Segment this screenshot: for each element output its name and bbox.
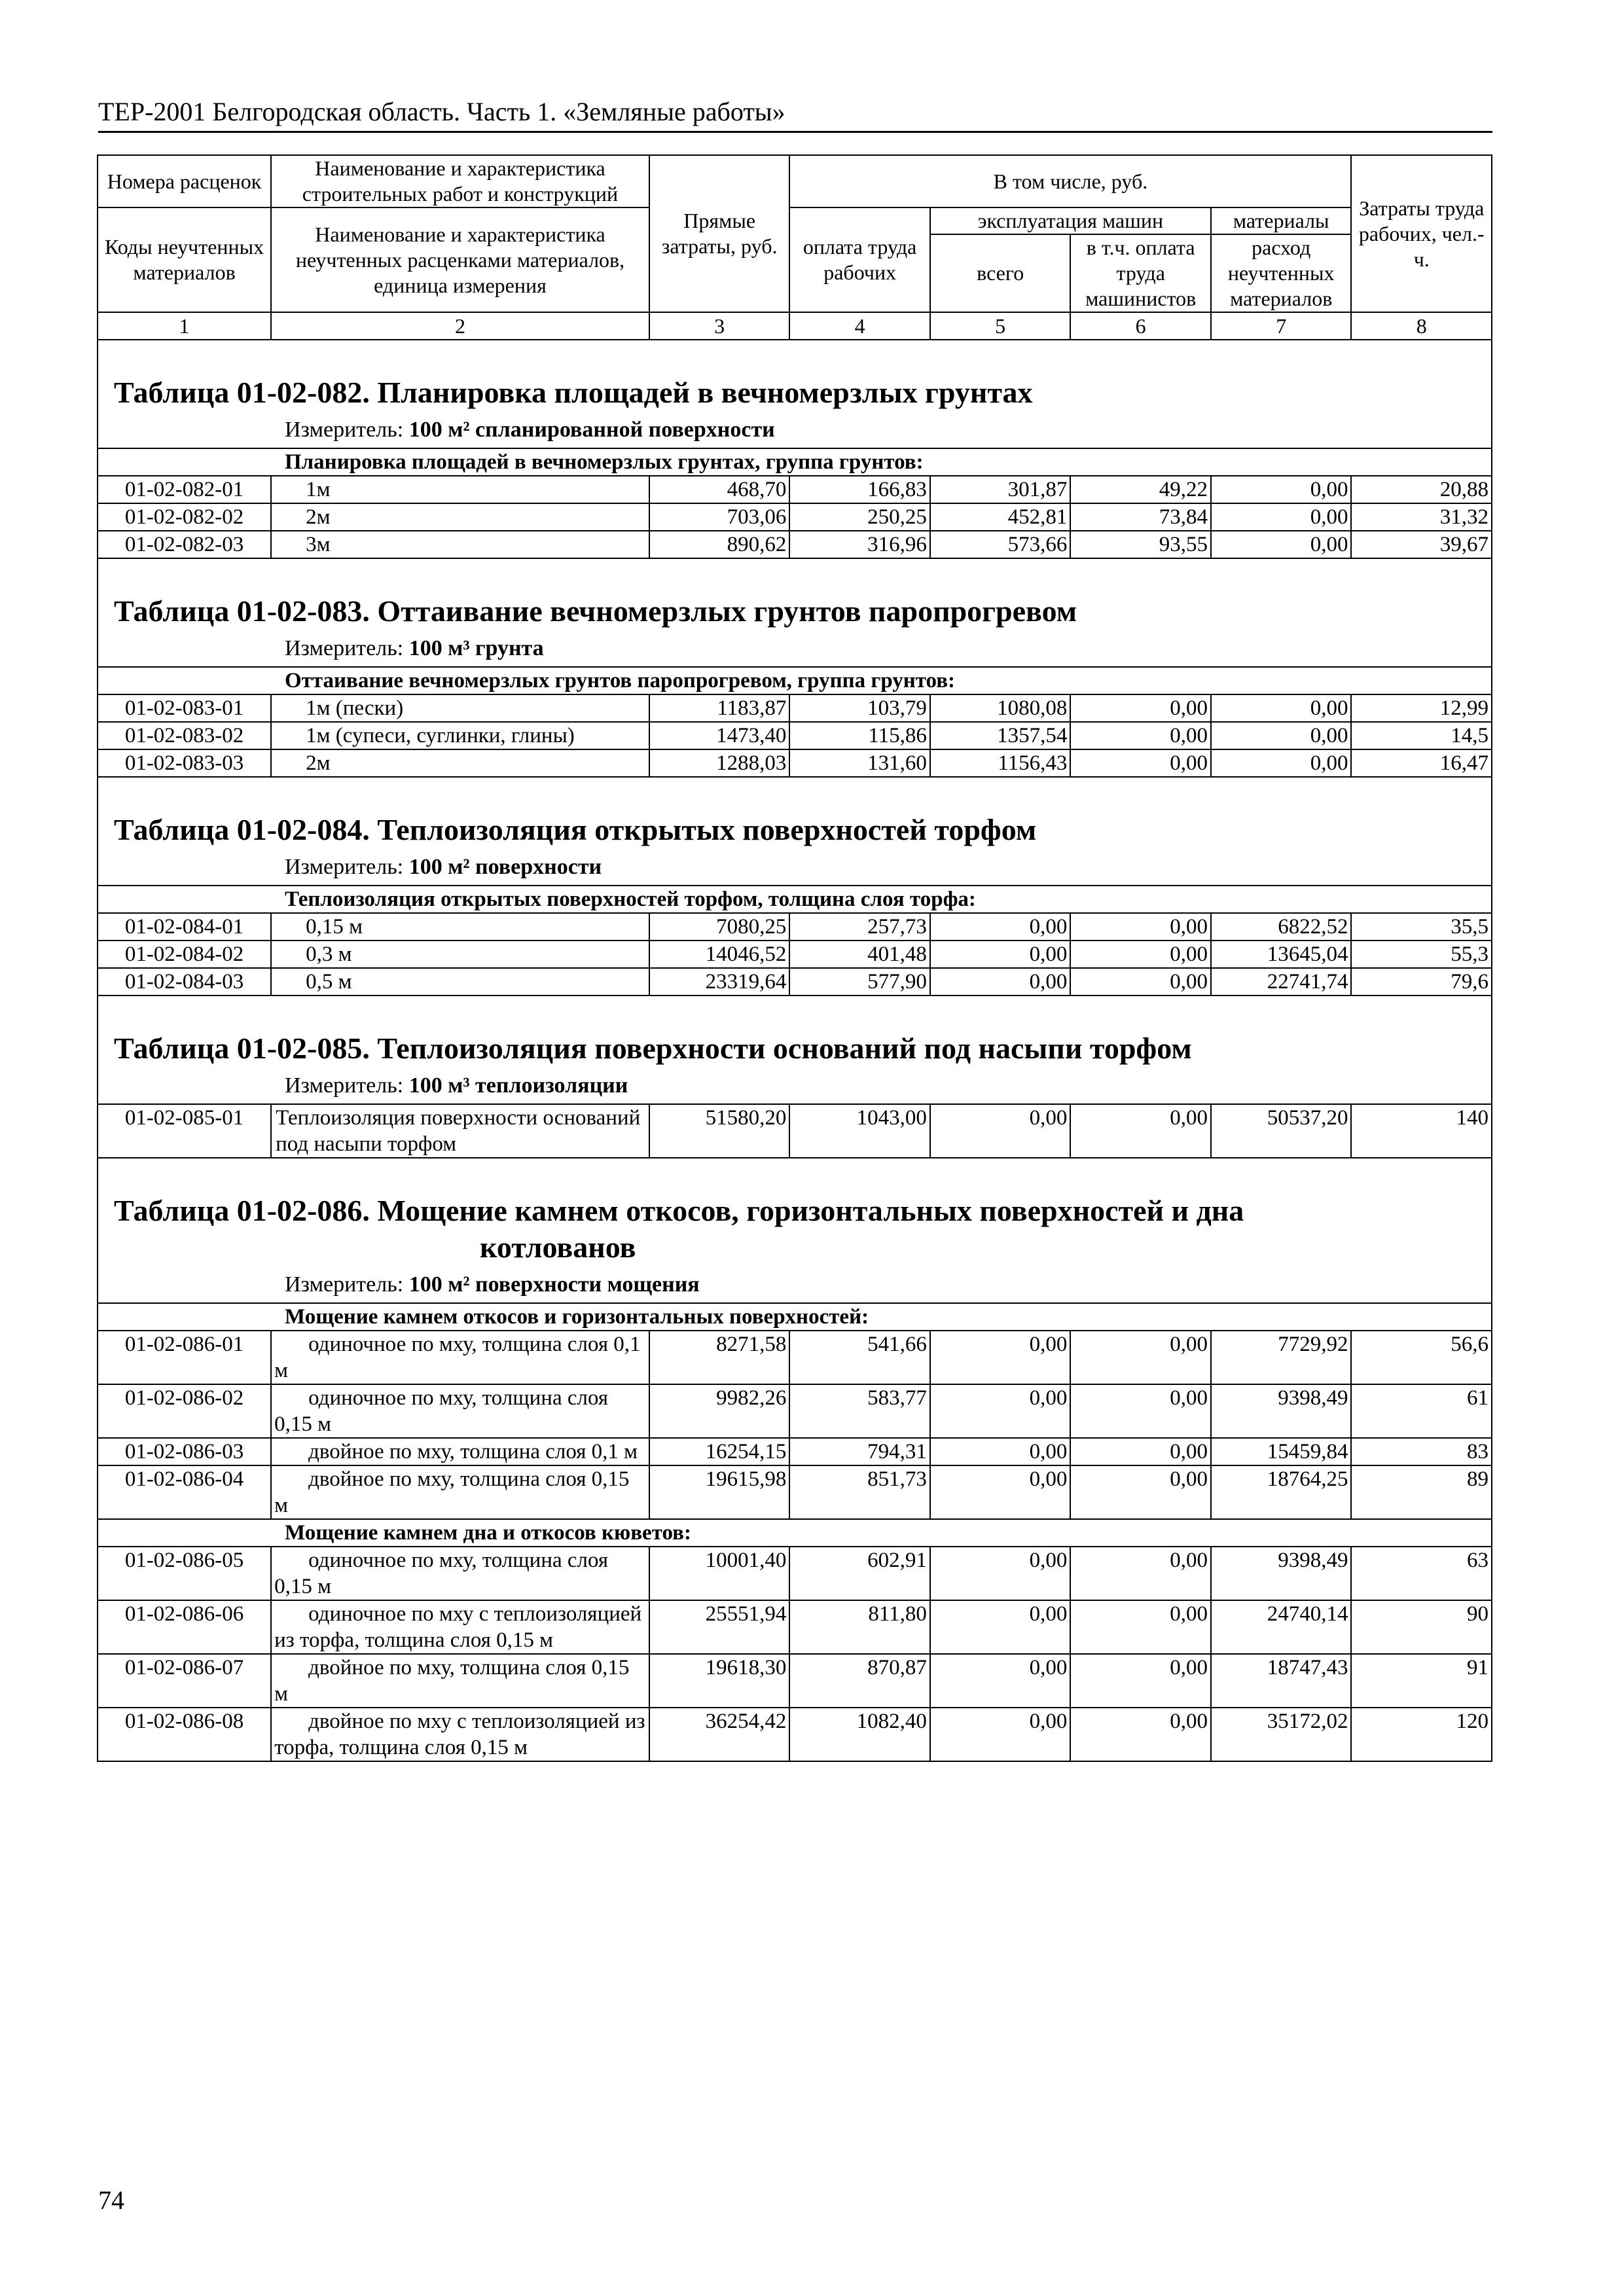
rate-code: 01-02-082-03 <box>98 531 271 558</box>
labor-hours-value: 16,47 <box>1351 749 1492 777</box>
table-title: Таблица 01-02-085. Теплоизоляция поверхности оснований под насыпи торфом <box>114 1031 1192 1065</box>
machines-total-value: 1080,08 <box>930 694 1071 722</box>
col-work-name-header: Наименование и характеристика строительных работ и конструкций <box>271 155 649 207</box>
col-workers-pay-header: оплата труда рабочих <box>789 207 930 312</box>
direct-costs-value: 36254,42 <box>649 1708 790 1761</box>
rate-name-cell <box>271 941 649 968</box>
rates-table-frame <box>97 154 1492 1762</box>
rate-name-cell <box>271 694 649 722</box>
labor-hours-value: 91 <box>1351 1654 1492 1708</box>
measure-value: 100 м² поверхности мощения <box>408 1272 700 1297</box>
group-subheader: Теплоизоляция открытых поверхностей торфом, толщина слоя торфа: <box>98 886 1492 913</box>
col-number: 8 <box>1351 312 1492 340</box>
workers-pay-value: 870,87 <box>789 1654 930 1708</box>
workers-pay-value: 131,60 <box>789 749 930 777</box>
operators-pay-value: 0,00 <box>1070 749 1211 777</box>
rate-name-cell <box>271 968 649 996</box>
rate-name: 2м <box>306 505 331 529</box>
group-subheader: Оттаивание вечномерзлых грунтов паропрогревом, группа грунтов: <box>98 667 1492 694</box>
table-row <box>98 722 1492 749</box>
rate-code: 01-02-086-07 <box>98 1654 271 1708</box>
rate-name: двойное по мху, толщина слоя 0,1 м <box>308 1440 638 1463</box>
workers-pay-value: 541,66 <box>789 1331 930 1384</box>
rate-name-cell <box>271 1438 649 1465</box>
workers-pay-value: 602,91 <box>789 1547 930 1600</box>
workers-pay-value: 316,96 <box>789 531 930 558</box>
rate-name-cell <box>271 1600 649 1654</box>
machines-total-value: 0,00 <box>930 968 1071 996</box>
materials-value: 9398,49 <box>1211 1384 1352 1438</box>
col-number: 2 <box>271 312 649 340</box>
group-subheader-row <box>98 886 1492 913</box>
rate-name: 3м <box>306 533 331 556</box>
materials-value: 0,00 <box>1211 749 1352 777</box>
labor-hours-value: 14,5 <box>1351 722 1492 749</box>
operators-pay-value: 0,00 <box>1070 1654 1211 1708</box>
operators-pay-value: 49,22 <box>1070 476 1211 503</box>
materials-value: 35172,02 <box>1211 1708 1352 1761</box>
rate-name-cell <box>271 1708 649 1761</box>
rate-name: одиночное по мху, толщина слоя 0,15 м <box>274 1386 609 1436</box>
materials-value: 0,00 <box>1211 531 1352 558</box>
workers-pay-value: 577,90 <box>789 968 930 996</box>
materials-value: 0,00 <box>1211 503 1352 531</box>
direct-costs-value: 703,06 <box>649 503 790 531</box>
table-row <box>98 1104 1492 1158</box>
materials-value: 18747,43 <box>1211 1654 1352 1708</box>
group-subheader-row <box>98 1303 1492 1331</box>
rate-code: 01-02-086-08 <box>98 1708 271 1761</box>
table-row <box>98 1600 1492 1654</box>
table-row <box>98 1547 1492 1600</box>
section-header <box>98 777 1492 886</box>
rate-name-cell <box>271 1654 649 1708</box>
rate-name: 0,3 м <box>306 942 352 966</box>
table-title: Таблица 01-02-086. Мощение камнем откосов, горизонтальных поверхностей и дна <box>114 1194 1244 1227</box>
machines-total-value: 0,00 <box>930 941 1071 968</box>
rate-name: Теплоизоляция поверхности оснований под насыпи торфом <box>276 1106 641 1156</box>
operators-pay-value: 0,00 <box>1070 1331 1211 1384</box>
col-number: 7 <box>1211 312 1352 340</box>
operators-pay-value: 0,00 <box>1070 1465 1211 1519</box>
rate-name: двойное по мху, толщина слоя 0,15 м <box>274 1467 630 1517</box>
labor-hours-value: 20,88 <box>1351 476 1492 503</box>
direct-costs-value: 19618,30 <box>649 1654 790 1708</box>
page-header: ТЕР-2001 Белгородская область. Часть 1. «Земляные работы» <box>98 96 1492 133</box>
materials-value: 15459,84 <box>1211 1438 1352 1465</box>
machines-total-value: 452,81 <box>930 503 1071 531</box>
rate-name-cell <box>271 1331 649 1384</box>
group-subheader-row <box>98 667 1492 694</box>
machines-total-value: 0,00 <box>930 1600 1071 1654</box>
rates-table <box>97 154 1492 1762</box>
measure-line <box>98 1067 1491 1103</box>
workers-pay-value: 1082,40 <box>789 1708 930 1761</box>
rate-name-cell <box>271 503 649 531</box>
direct-costs-value: 890,62 <box>649 531 790 558</box>
col-number: 6 <box>1070 312 1211 340</box>
materials-value: 13645,04 <box>1211 941 1352 968</box>
rate-code: 01-02-083-02 <box>98 722 271 749</box>
table-row <box>98 1465 1492 1519</box>
col-machines-total-header: всего <box>930 234 1071 312</box>
table-row <box>98 913 1492 941</box>
rate-code: 01-02-084-02 <box>98 941 271 968</box>
rate-code: 01-02-082-01 <box>98 476 271 503</box>
materials-value: 0,00 <box>1211 476 1352 503</box>
labor-hours-value: 61 <box>1351 1384 1492 1438</box>
materials-value: 7729,92 <box>1211 1331 1352 1384</box>
table-row <box>98 1654 1492 1708</box>
section-title-row <box>98 340 1492 448</box>
labor-hours-value: 120 <box>1351 1708 1492 1761</box>
direct-costs-value: 16254,15 <box>649 1438 790 1465</box>
col-machines-header: эксплуатация машин <box>930 207 1211 234</box>
materials-value: 22741,74 <box>1211 968 1352 996</box>
labor-hours-value: 56,6 <box>1351 1331 1492 1384</box>
direct-costs-value: 8271,58 <box>649 1331 790 1384</box>
table-title: котлованов <box>480 1230 636 1264</box>
table-row <box>98 503 1492 531</box>
direct-costs-value: 468,70 <box>649 476 790 503</box>
rate-name: 0,15 м <box>306 915 363 939</box>
direct-costs-value: 23319,64 <box>649 968 790 996</box>
rate-code: 01-02-083-01 <box>98 694 271 722</box>
page-number: 74 <box>98 2185 124 2215</box>
table-row <box>98 968 1492 996</box>
rate-name: двойное по мху с теплоизоляцией из торфа, толщина слоя 0,15 м <box>274 1710 645 1759</box>
col-number: 1 <box>98 312 271 340</box>
machines-total-value: 0,00 <box>930 1384 1071 1438</box>
section-title-row <box>98 1158 1492 1303</box>
operators-pay-value: 0,00 <box>1070 968 1211 996</box>
measure-value: 100 м² спланированной поверхности <box>408 418 775 442</box>
labor-hours-value: 89 <box>1351 1465 1492 1519</box>
machines-total-value: 0,00 <box>930 913 1071 941</box>
table-title: Таблица 01-02-083. Оттаивание вечномерзлых грунтов паропрогревом <box>114 594 1077 628</box>
rate-name: одиночное по мху, толщина слоя 0,1 м <box>274 1333 641 1382</box>
measure-label: Измеритель: <box>285 1073 404 1098</box>
direct-costs-value: 1288,03 <box>649 749 790 777</box>
rate-name-cell <box>271 722 649 749</box>
direct-costs-value: 9982,26 <box>649 1384 790 1438</box>
materials-value: 6822,52 <box>1211 913 1352 941</box>
workers-pay-value: 103,79 <box>789 694 930 722</box>
col-labor-hours-header: Затраты труда рабочих, чел.-ч. <box>1351 155 1492 312</box>
rate-code: 01-02-084-01 <box>98 913 271 941</box>
rate-code: 01-02-086-06 <box>98 1600 271 1654</box>
labor-hours-value: 63 <box>1351 1547 1492 1600</box>
rate-name: 1м (супеси, суглинки, глины) <box>306 724 575 747</box>
rate-code: 01-02-084-03 <box>98 968 271 996</box>
section-header <box>98 558 1492 667</box>
table-title: Таблица 01-02-084. Теплоизоляция открытых поверхностей торфом <box>114 813 1037 846</box>
measure-value: 100 м³ грунта <box>408 636 544 660</box>
rate-name-cell <box>271 1104 649 1158</box>
rate-name-cell <box>271 749 649 777</box>
machines-total-value: 301,87 <box>930 476 1071 503</box>
direct-costs-value: 19615,98 <box>649 1465 790 1519</box>
measure-line <box>98 1266 1491 1302</box>
rate-code: 01-02-086-05 <box>98 1547 271 1600</box>
labor-hours-value: 83 <box>1351 1438 1492 1465</box>
machines-total-value: 0,00 <box>930 1654 1071 1708</box>
table-row <box>98 1438 1492 1465</box>
section-title-row <box>98 558 1492 667</box>
group-subheader-row <box>98 448 1492 476</box>
group-subheader: Мощение камнем дна и откосов кюветов: <box>98 1519 1492 1547</box>
col-materials-usage-header: расход неучтенных материалов <box>1211 234 1352 312</box>
col-including-header: В том числе, руб. <box>789 155 1351 207</box>
operators-pay-value: 0,00 <box>1070 913 1211 941</box>
rate-code: 01-02-083-03 <box>98 749 271 777</box>
materials-value: 50537,20 <box>1211 1104 1352 1158</box>
labor-hours-value: 39,67 <box>1351 531 1492 558</box>
rate-name: 0,5 м <box>306 970 352 994</box>
materials-value: 24740,14 <box>1211 1600 1352 1654</box>
group-subheader-row <box>98 1519 1492 1547</box>
labor-hours-value: 12,99 <box>1351 694 1492 722</box>
rate-name: 2м <box>306 751 331 775</box>
table-row <box>98 476 1492 503</box>
rate-name-cell <box>271 531 649 558</box>
rate-code: 01-02-086-03 <box>98 1438 271 1465</box>
materials-value: 0,00 <box>1211 722 1352 749</box>
direct-costs-value: 10001,40 <box>649 1547 790 1600</box>
rate-name-cell <box>271 476 649 503</box>
col-rate-number-header: Номера расценок <box>98 155 271 207</box>
rate-code: 01-02-086-02 <box>98 1384 271 1438</box>
operators-pay-value: 0,00 <box>1070 694 1211 722</box>
col-number: 5 <box>930 312 1071 340</box>
labor-hours-value: 31,32 <box>1351 503 1492 531</box>
table-row <box>98 749 1492 777</box>
operators-pay-value: 0,00 <box>1070 1104 1211 1158</box>
direct-costs-value: 25551,94 <box>649 1600 790 1654</box>
measure-label: Измеритель: <box>285 855 404 879</box>
machines-total-value: 0,00 <box>930 1465 1071 1519</box>
workers-pay-value: 811,80 <box>789 1600 930 1654</box>
measure-label: Измеритель: <box>285 636 404 660</box>
col-material-names-header: Наименование и характеристика неучтенных расценками материалов, единица измерения <box>271 207 649 312</box>
rate-name: одиночное по мху с теплоизоляцией из торфа, толщина слоя 0,15 м <box>274 1602 642 1652</box>
col-number: 3 <box>649 312 790 340</box>
operators-pay-value: 0,00 <box>1070 722 1211 749</box>
table-row <box>98 1331 1492 1384</box>
direct-costs-value: 1183,87 <box>649 694 790 722</box>
machines-total-value: 1357,54 <box>930 722 1071 749</box>
rate-code: 01-02-086-04 <box>98 1465 271 1519</box>
col-material-codes-header: Коды неучтенных материалов <box>98 207 271 312</box>
rate-name-cell <box>271 1465 649 1519</box>
section-title-row <box>98 777 1492 886</box>
group-subheader: Мощение камнем откосов и горизонтальных поверхностей: <box>98 1303 1492 1331</box>
labor-hours-value: 79,6 <box>1351 968 1492 996</box>
workers-pay-value: 250,25 <box>789 503 930 531</box>
section-header <box>98 996 1492 1104</box>
workers-pay-value: 583,77 <box>789 1384 930 1438</box>
section-header <box>98 340 1492 448</box>
section-header <box>98 1158 1492 1303</box>
machines-total-value: 0,00 <box>930 1331 1071 1384</box>
direct-costs-value: 51580,20 <box>649 1104 790 1158</box>
materials-value: 18764,25 <box>1211 1465 1352 1519</box>
machines-total-value: 0,00 <box>930 1547 1071 1600</box>
measure-label: Измеритель: <box>285 418 404 442</box>
operators-pay-value: 0,00 <box>1070 1547 1211 1600</box>
operators-pay-value: 0,00 <box>1070 1384 1211 1438</box>
workers-pay-value: 115,86 <box>789 722 930 749</box>
col-number: 4 <box>789 312 930 340</box>
rate-name: 1м <box>306 478 331 501</box>
direct-costs-value: 1473,40 <box>649 722 790 749</box>
materials-value: 9398,49 <box>1211 1547 1352 1600</box>
operators-pay-value: 0,00 <box>1070 1438 1211 1465</box>
table-row <box>98 694 1492 722</box>
rate-name-cell <box>271 913 649 941</box>
machines-total-value: 0,00 <box>930 1104 1071 1158</box>
operators-pay-value: 73,84 <box>1070 503 1211 531</box>
table-row <box>98 941 1492 968</box>
labor-hours-value: 55,3 <box>1351 941 1492 968</box>
measure-value: 100 м² поверхности <box>408 855 602 879</box>
table-title: Таблица 01-02-082. Планировка площадей в вечномерзлых грунтах <box>114 376 1033 409</box>
table-row <box>98 1384 1492 1438</box>
col-materials-header: материалы <box>1211 207 1352 234</box>
operators-pay-value: 0,00 <box>1070 941 1211 968</box>
operators-pay-value: 93,55 <box>1070 531 1211 558</box>
group-subheader: Планировка площадей в вечномерзлых грунтах, группа грунтов: <box>98 448 1492 476</box>
measure-line <box>98 848 1491 885</box>
measure-value: 100 м³ теплоизоляции <box>408 1073 628 1098</box>
rate-name: двойное по мху, толщина слоя 0,15 м <box>274 1656 630 1706</box>
operators-pay-value: 0,00 <box>1070 1600 1211 1654</box>
section-title-row <box>98 996 1492 1104</box>
labor-hours-value: 35,5 <box>1351 913 1492 941</box>
machines-total-value: 573,66 <box>930 531 1071 558</box>
workers-pay-value: 401,48 <box>789 941 930 968</box>
col-operators-pay-header: в т.ч. оплата труда машинистов <box>1070 234 1211 312</box>
rate-name-cell <box>271 1547 649 1600</box>
table-row <box>98 1708 1492 1761</box>
labor-hours-value: 140 <box>1351 1104 1492 1158</box>
workers-pay-value: 1043,00 <box>789 1104 930 1158</box>
labor-hours-value: 90 <box>1351 1600 1492 1654</box>
rate-code: 01-02-085-01 <box>98 1104 271 1158</box>
machines-total-value: 1156,43 <box>930 749 1071 777</box>
machines-total-value: 0,00 <box>930 1438 1071 1465</box>
measure-line <box>98 411 1491 448</box>
machines-total-value: 0,00 <box>930 1708 1071 1761</box>
measure-label: Измеритель: <box>285 1272 404 1297</box>
direct-costs-value: 14046,52 <box>649 941 790 968</box>
workers-pay-value: 851,73 <box>789 1465 930 1519</box>
col-direct-costs-header: Прямые затраты, руб. <box>649 155 790 312</box>
workers-pay-value: 794,31 <box>789 1438 930 1465</box>
rate-name: одиночное по мху, толщина слоя 0,15 м <box>274 1549 609 1598</box>
workers-pay-value: 166,83 <box>789 476 930 503</box>
table-row <box>98 531 1492 558</box>
rate-code: 01-02-086-01 <box>98 1331 271 1384</box>
rate-code: 01-02-082-02 <box>98 503 271 531</box>
operators-pay-value: 0,00 <box>1070 1708 1211 1761</box>
rate-name-cell <box>271 1384 649 1438</box>
measure-line <box>98 630 1491 666</box>
rate-name: 1м (пески) <box>306 696 404 720</box>
workers-pay-value: 257,73 <box>789 913 930 941</box>
materials-value: 0,00 <box>1211 694 1352 722</box>
direct-costs-value: 7080,25 <box>649 913 790 941</box>
